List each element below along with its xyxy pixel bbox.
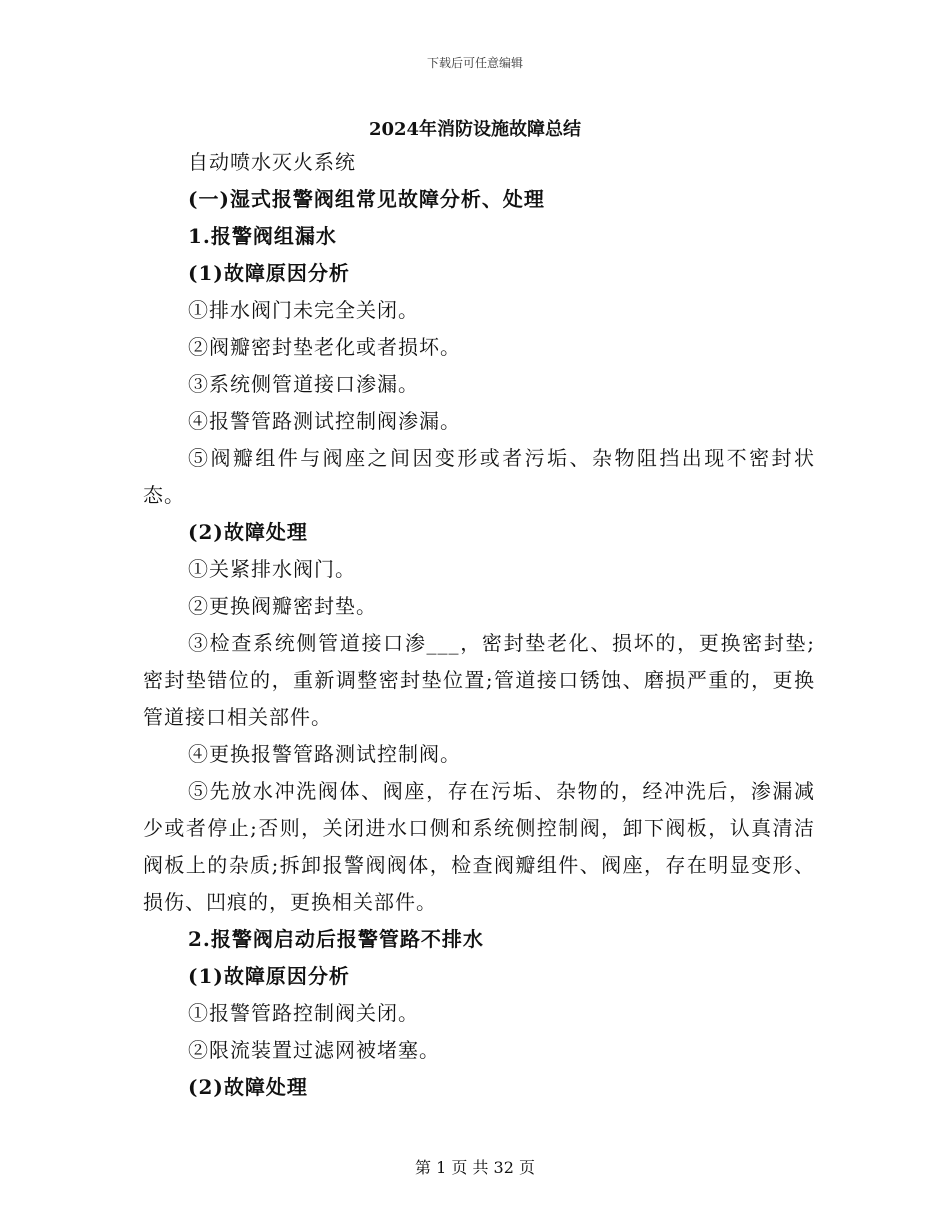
- body-paragraph: ②阀瓣密封垫老化或者损坏。: [188, 335, 461, 359]
- section-heading: (一)湿式报警阀组常见故障分析、处理: [188, 187, 545, 211]
- page-footer: 第 1 页 共 32 页: [415, 1158, 535, 1177]
- body-paragraph: ②更换阀瓣密封垫。: [188, 594, 377, 618]
- body-paragraph: ④更换报警管路测试控制阀。: [188, 742, 461, 766]
- body-paragraph: ①关紧排水阀门。: [188, 557, 356, 581]
- body-paragraph: ③检查系统侧管道接口渗___，密封垫老化、损坏的，更换密封垫;密封垫错位的，重新调整密封垫位置;管道接口锈蚀、磨损严重的，更换管道接口相关部件。: [143, 631, 815, 729]
- section-heading: (1)故障原因分析: [188, 261, 350, 285]
- section-heading: 2.报警阀启动后报警管路不排水: [188, 927, 484, 951]
- section-heading: (1)故障原因分析: [188, 964, 350, 988]
- body-paragraph: ③系统侧管道接口渗漏。: [188, 372, 419, 396]
- body-paragraph: ①排水阀门未完全关闭。: [188, 298, 419, 322]
- body-paragraph: ⑤阀瓣组件与阀座之间因变形或者污垢、杂物阻挡出现不密封状态。: [143, 446, 815, 507]
- body-paragraph: ④报警管路测试控制阀渗漏。: [188, 409, 461, 433]
- section-heading: (2)故障处理: [188, 520, 308, 544]
- section-heading: (2)故障处理: [188, 1075, 308, 1099]
- body-paragraph: ②限流装置过滤网被堵塞。: [188, 1038, 440, 1062]
- body-paragraph: 自动喷水灭火系统: [188, 150, 356, 174]
- document-title: 2024年消防设施故障总结: [368, 119, 582, 140]
- page-header-note: 下载后可任意编辑: [426, 56, 523, 70]
- body-paragraph: ①报警管路控制阀关闭。: [188, 1001, 419, 1025]
- body-paragraph: ⑤先放水冲洗阀体、阀座，存在污垢、杂物的，经冲洗后，渗漏减少或者停止;否则，关闭进水口侧和系统侧控制阀，卸下阀板，认真清洁阀板上的杂质;拆卸报警阀阀体，检查阀瓣组件、阀座，存在明显变形、损伤、凹痕的，更换相关部件。: [143, 779, 815, 914]
- document-body: [143, 144, 815, 1106]
- section-heading: 1.报警阀组漏水: [188, 224, 337, 248]
